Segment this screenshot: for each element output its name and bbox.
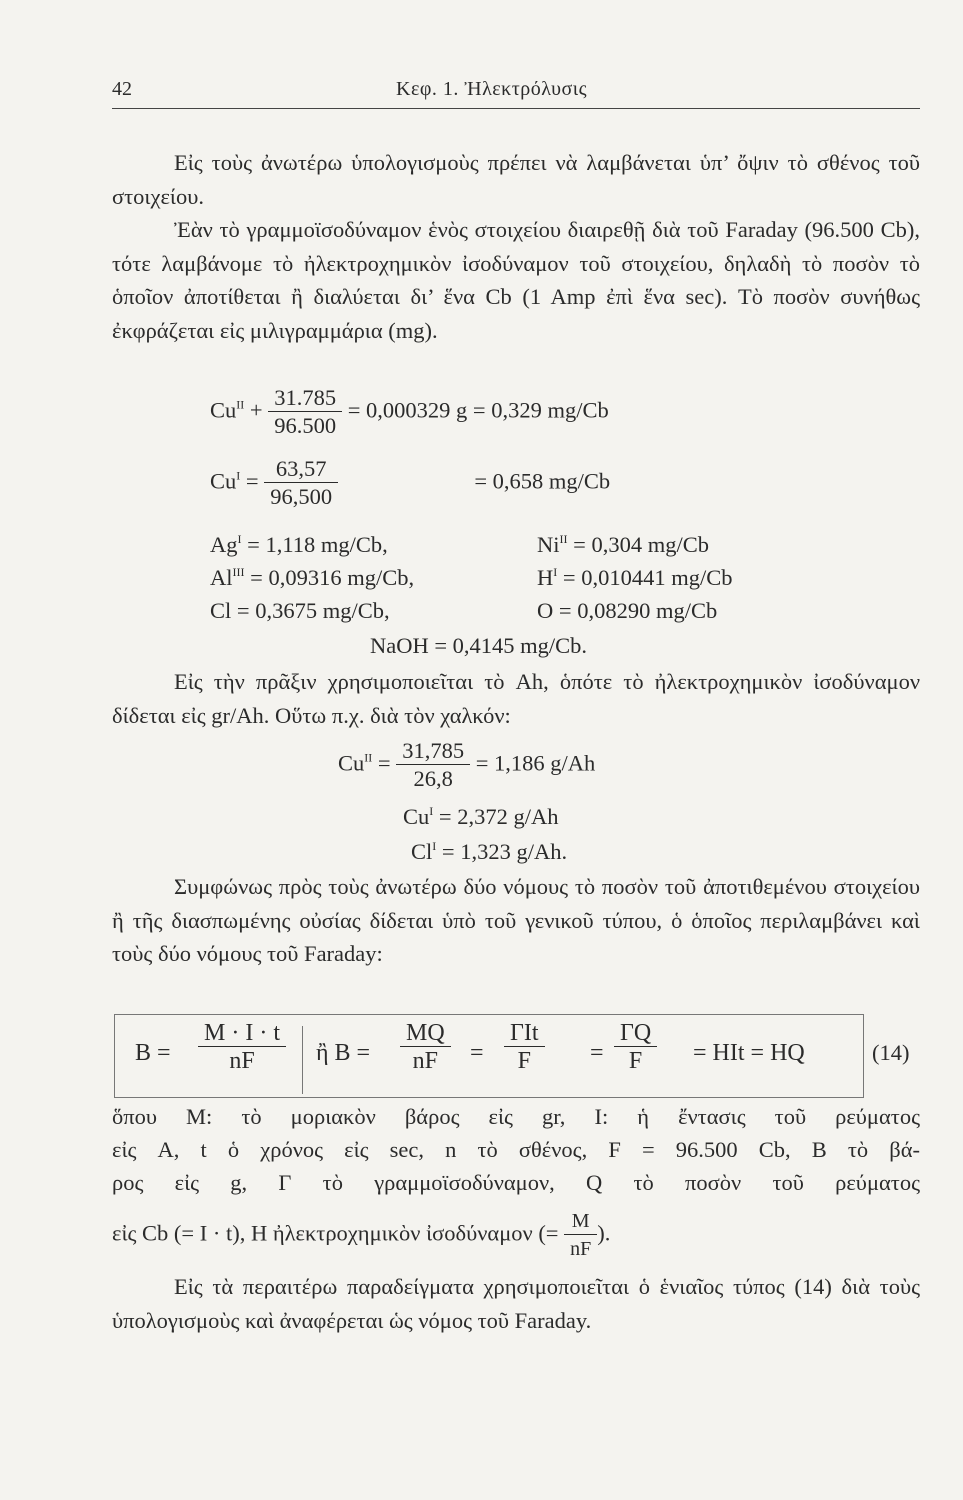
equivalent-row: $Ag^I = 1,118$ mg/Cb,	[210, 532, 388, 557]
equation-ah-cu1: $Cu^I = 2,372$ g/Ah	[403, 804, 559, 829]
formula-fraction-4: $\frac{\Gamma Q}{F}$	[614, 1020, 657, 1075]
equivalent-row: O = 0,08290 mg/Cb	[537, 598, 718, 623]
formula-tail: = HIt = HQ	[693, 1040, 805, 1066]
paragraph-intro-2: Ἐὰν τὸ γραμμοϊσοδύναμον ἑνὸς στοιχείου διαιρεθῇ διὰ τοῦ Faraday (96.500 Cb), τότε λαμβάνομε τὸ ἠλεκτροχημικὸν ἰσοδύναμον τοῦ στοιχείου, δηλαδὴ τὸ ποσὸν τὸ ὁποῖον ἀποτίθεται ἢ διαλύεται δι’ ἕνα Cb (1 Amp ἐπὶ ἕνα sec). Τὸ ποσὸν συνήθως ἐκφράζεται εἰς μιλιγραμμάρια (mg).	[112, 217, 920, 343]
equation-cu1: $Cu^I$ = $\frac{63,57}{96,500}$ = 0,658 mg/Cb	[210, 456, 611, 509]
definitions-line-4: εἰς Cb (= I · t), H ἠλεκτροχημικὸν ἰσοδύναμον (= $\frac{M}{nF}$ ).	[112, 1210, 611, 1260]
formula-or-b: ἢ B =	[316, 1040, 371, 1066]
fraction: $\frac{31.785}{96.500}$	[268, 385, 342, 440]
paragraph-intro-1: Εἰς τοὺς ἀνωτέρω ὑπολογισμοὺς πρέπει νὰ λαμβάνεται ὑπ’ ὄψιν τὸ σθένος τοῦ στοιχείου.	[112, 150, 920, 209]
formula-fraction-3: $\frac{\text{ΓIt}}{F}$	[504, 1020, 545, 1075]
equation-ah-cu2: $Cu^{II}$ = $\frac{31,785}{26,8}$ = 1,186 g/Ah	[338, 738, 596, 791]
paragraph-faraday-law: Εἰς τὰ περαιτέρω παραδείγματα χρησιμοποιεῖται ὁ ἑνιαῖος τύπος (14) διὰ τοὺς ὑπολογισμοὺς καὶ ἀναφέρεται ὡς νόμος τοῦ Faraday.	[112, 1274, 920, 1333]
page-header	[112, 78, 920, 109]
fraction: $\frac{31,785}{26,8}$	[396, 738, 470, 793]
fraction: $\frac{63,57}{96,500}$	[264, 456, 338, 511]
running-head: Κεφ. 1. Ἠλεκτρόλυσις	[396, 78, 588, 100]
formula-equals: =	[470, 1040, 484, 1066]
formula-lhs: B =	[135, 1040, 171, 1066]
definitions-line-2: εἰς A, t ὁ χρόνος εἰς sec, n τὸ σθένος, F = 96.500 Cb, B τὸ βά-	[112, 1137, 920, 1162]
equation-ah-cl: $Cl^I = 1,323$ g/Ah.	[411, 839, 568, 864]
definitions-line-3: ρος εἰς g, Γ τὸ γραμμοϊσοδύναμον, Q τὸ ποσὸν τοῦ ρεύματος	[112, 1170, 920, 1195]
formula-divider	[302, 1026, 303, 1094]
formula-fraction-1: $\frac{M \cdot I \cdot t}{nF}$	[198, 1020, 286, 1075]
formula-equals: =	[590, 1040, 604, 1066]
equivalent-naoh: NaOH = 0,4145 mg/Cb.	[370, 633, 588, 658]
equivalent-row: $Al^{III} = 0,09316$ mg/Cb,	[210, 565, 415, 590]
formula-fraction-2: $\frac{MQ}{nF}$	[400, 1020, 451, 1075]
equivalent-row: Cl = 0,3675 mg/Cb,	[210, 598, 390, 623]
page-number: 42	[112, 78, 132, 100]
equation-number: (14)	[872, 1040, 910, 1065]
equivalent-row: $Ni^{II} = 0,304$ mg/Cb	[537, 532, 709, 557]
definitions-line-1: ὅπου M: τὸ μοριακὸν βάρος εἰς gr, I: ἡ ἔντασις τοῦ ρεύματος	[112, 1104, 920, 1129]
equivalent-row: $H^I = 0,010441$ mg/Cb	[537, 565, 733, 590]
paragraph-ah: Εἰς τὴν πρᾶξιν χρησιμοποιεῖται τὸ Ah, ὁπότε τὸ ἠλεκτροχημικὸν ἰσοδύναμον δίδεται εἰς gr/Ah. Οὕτω π.χ. διὰ τὸν χαλκόν:	[112, 669, 920, 728]
paragraph-general-formula: Συμφώνως πρὸς τοὺς ἀνωτέρω δύο νόμους τὸ ποσὸν τοῦ ἀποτιθεμένου στοιχείου ἢ τῆς διασπωμένης οὐσίας δίδεται ὑπὸ τοῦ γενικοῦ τύπου, ὁ ὁποῖος περιλαμβάνει καὶ τοὺς δύο νόμους τοῦ Faraday:	[112, 874, 920, 966]
equation-cu2: $Cu^{II}$ + $\frac{31.785}{96.500}$ = 0,000329 g = 0,329 mg/Cb	[210, 385, 609, 438]
